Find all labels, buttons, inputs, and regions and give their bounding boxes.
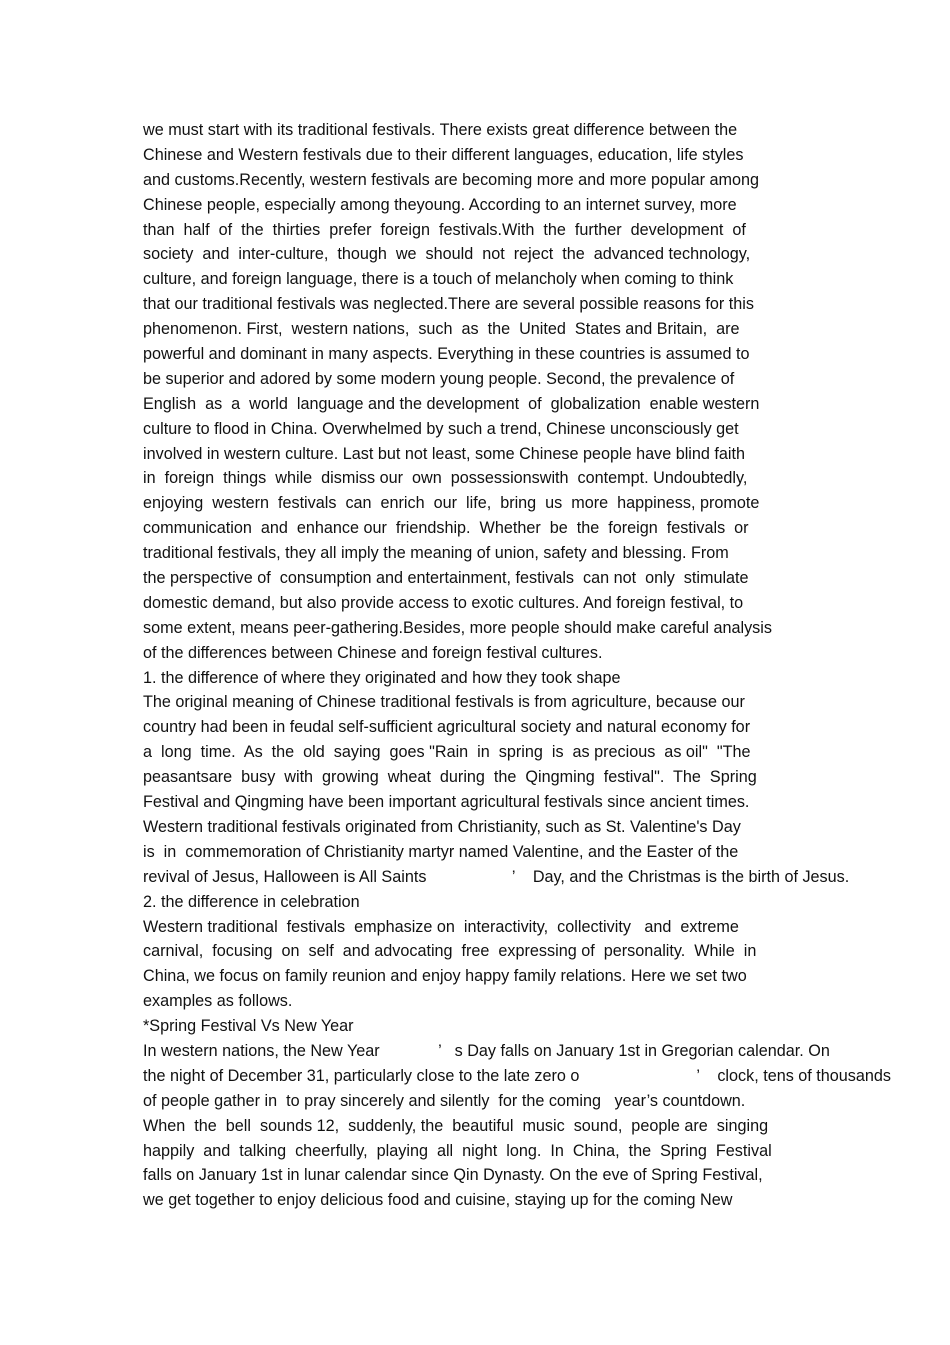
text-line: English as a world language and the development of globalization enable western <box>143 394 760 413</box>
text-line: involved in western culture. Last but not least, some Chinese people have blind faith <box>143 444 745 463</box>
text-line: a long time. As the old saying goes "Rain in spring is as precious as oil" "The <box>143 743 751 762</box>
text-line: culture to flood in China. Overwhelmed by such a trend, Chinese unconsciously get <box>143 419 739 438</box>
text-line: domestic demand, but also provide access to exotic cultures. And foreign festival, to <box>143 593 744 612</box>
text-line: revival of Jesus, Halloween is All Saints ’ Day, and the Christmas is the birth of Jesus. <box>143 867 850 886</box>
text-line: some extent, means peer-gathering.Besides, more people should make careful analysis <box>143 618 772 637</box>
text-line: than half of the thirties prefer foreign festivals.With the further development of <box>143 220 746 239</box>
text-line: in foreign things while dismiss our own possessionswith contempt. Undoubtedly, <box>143 469 748 488</box>
text-line: 1. the difference of where they originated and how they took shape <box>143 668 621 687</box>
text-line: culture, and foreign language, there is a touch of melancholy when coming to think <box>143 270 734 289</box>
text-line: powerful and dominant in many aspects. Everything in these countries is assumed to <box>143 345 750 364</box>
text-line: peasantsare busy with growing wheat during the Qingming festival". The Spring <box>143 768 757 787</box>
text-line: we must start with its traditional festivals. There exists great difference between the <box>143 121 738 139</box>
text-line: Festival and Qingming have been important agricultural festivals since ancient times. <box>143 793 750 812</box>
text-line: *Spring Festival Vs New Year <box>143 1017 354 1036</box>
text-line: falls on January 1st in lunar calendar since Qin Dynasty. On the eve of Spring Festival, <box>143 1166 763 1185</box>
text-line: Chinese and Western festivals due to their different languages, education, life styles <box>143 145 744 164</box>
text-line: and customs.Recently, western festivals are becoming more and more popular among <box>143 170 760 189</box>
text-line: society and inter-culture, though we should not reject the advanced technology, <box>143 245 751 264</box>
text-line: that our traditional festivals was neglected.There are several possible reasons for this <box>143 295 754 314</box>
text-line: happily and talking cheerfully, playing all night long. In China, the Spring Festival <box>143 1141 772 1160</box>
text-line: country had been in feudal self-sufficient agricultural society and natural economy for <box>143 718 751 737</box>
text-line: China, we focus on family reunion and enjoy happy family relations. Here we set two <box>143 967 747 986</box>
text-line: Western traditional festivals originated from Christianity, such as St. Valentine's Day <box>143 817 741 836</box>
text-line: of people gather in to pray sincerely and silently for the coming year’s countdown. <box>143 1091 746 1110</box>
text-line: the night of December 31, particularly close to the late zero o ’ clock, tens of thousands <box>143 1066 891 1085</box>
text-line: The original meaning of Chinese traditional festivals is from agriculture, because our <box>143 693 745 712</box>
text-line: 2. the difference in celebration <box>143 892 360 911</box>
text-line: traditional festivals, they all imply the meaning of union, safety and blessing. From <box>143 544 729 563</box>
text-line: phenomenon. First, western nations, such as the United States and Britain, are <box>143 320 740 339</box>
text-line: In western nations, the New Year ’ s Day falls on January 1st in Gregorian calendar. On <box>143 1041 830 1060</box>
text-line: enjoying western festivals can enrich our life, bring us more happiness, promote <box>143 494 760 513</box>
text-line: communication and enhance our friendship. Whether be the foreign festivals or <box>143 519 749 538</box>
text-line: the perspective of consumption and entertainment, festivals can not only stimulate <box>143 569 749 588</box>
text-line: Chinese people, especially among theyoung. According to an internet survey, more <box>143 195 737 214</box>
text-line: examples as follows. <box>143 992 293 1011</box>
text-line: carnival, focusing on self and advocating free expressing of personality. While in <box>143 942 757 961</box>
text-line: When the bell sounds 12, suddenly, the beautiful music sound, people are singing <box>143 1116 769 1135</box>
body-text <box>143 118 950 1213</box>
text-line: Western traditional festivals emphasize on interactivity, collectivity and extreme <box>143 917 739 936</box>
text-line: is in commemoration of Christianity martyr named Valentine, and the Easter of the <box>143 842 739 861</box>
text-line: we get together to enjoy delicious food and cuisine, staying up for the coming New <box>143 1191 733 1210</box>
text-line: of the differences between Chinese and foreign festival cultures. <box>143 643 603 662</box>
text-line: be superior and adored by some modern young people. Second, the prevalence of <box>143 369 735 388</box>
